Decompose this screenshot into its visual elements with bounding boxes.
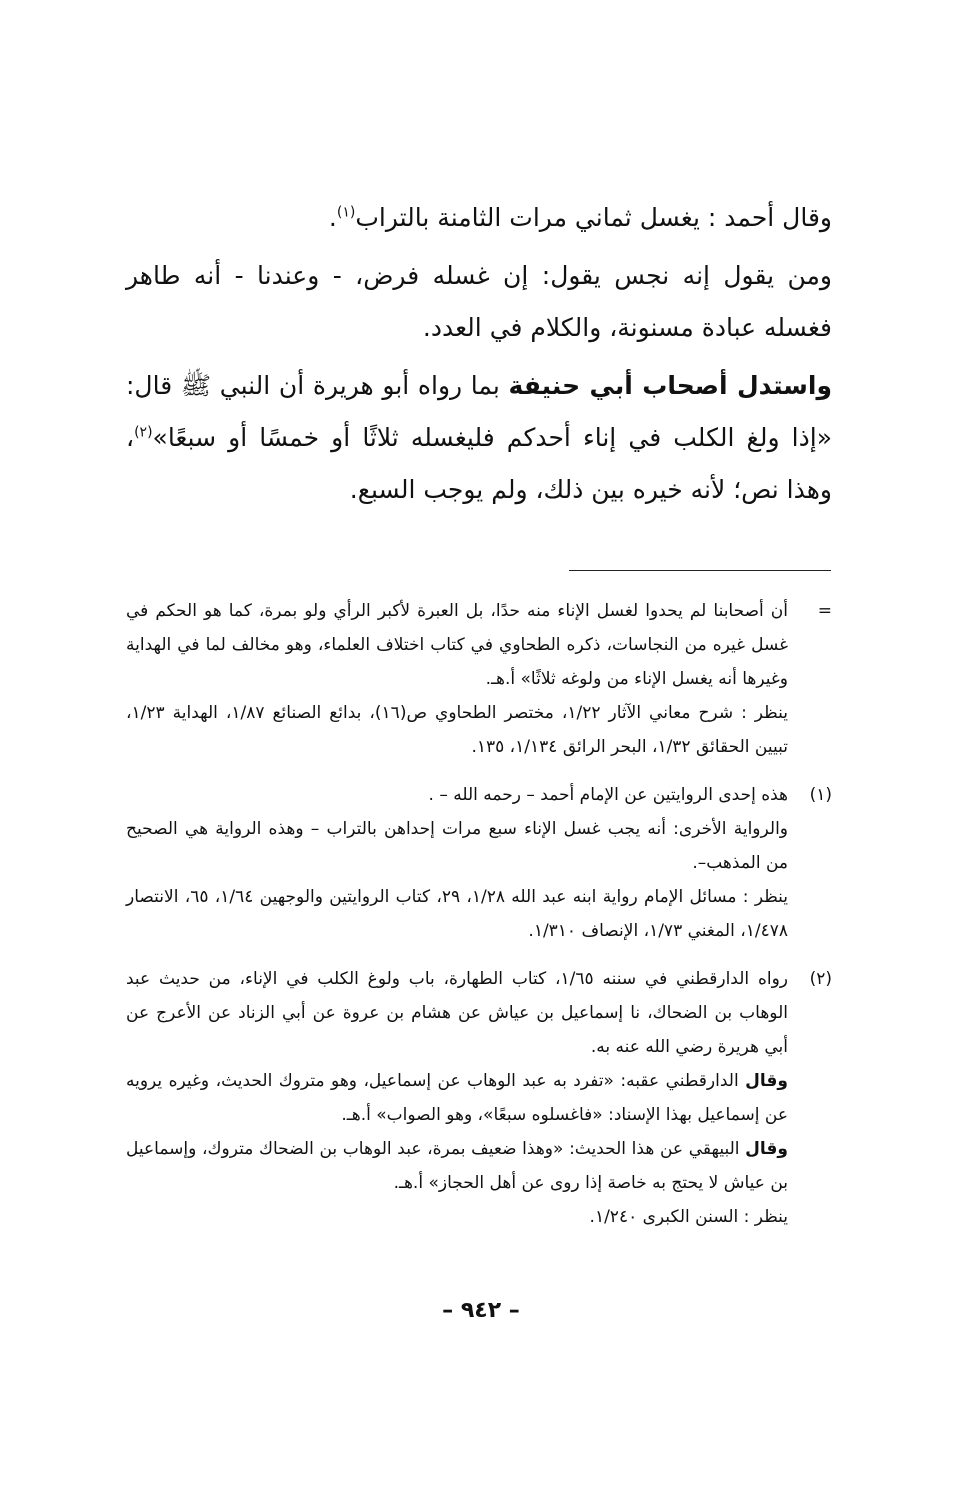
footnote-line: رواه الدارقطني في سننه ١/٦٥، كتاب الطهارة، باب ولوغ الكلب في الإناء، من حديث عبد الوهاب بن الضحاك، نا إسماعيل بن عياش عن هشام بن عروة عن أبي الزناد عن الأعرج عن أبي هريرة رضي الله عنه به. bbox=[126, 969, 788, 1057]
footnote-line: ينظر : شرح معاني الآثار ١/٢٢، مختصر الطحاوي ص(١٦)، بدائع الصنائع ١/٨٧، الهداية ١/٢٣، تبيين الحقائق ١/٣٢، البحر الرائق ١/١٣٤، ١٣٥. bbox=[126, 703, 788, 757]
page-number: – ٩٤٢ – bbox=[442, 1298, 520, 1323]
footnote-line: وقال البيهقي عن هذا الحديث: «وهذا ضعيف بمرة، عبد الوهاب بن الضحاك متروك، وإسماعيل بن عياش لا يحتج به خاصة إذا روى عن أهل الحجاز» أ.هـ. bbox=[126, 1139, 788, 1193]
footnotes bbox=[126, 594, 832, 1234]
footnote-line: والرواية الأخرى: أنه يجب غسل الإناء سبع مرات إحداهن بالتراب – وهذه الرواية هي الصحيح من المذهب–. bbox=[126, 819, 788, 873]
footnote-line: أن أصحابنا لم يحدوا لغسل الإناء منه حدًا، بل العبرة لأكبر الرأي ولو بمرة، كما هو الحكم في غسل غيره من النجاسات، ذكره الطحاوي في كتاب اختلاف العلماء، وهو مخالف لما في الهداية وغيرها أنه يغسل الإناء من ولوغه ثلاثًا» أ.هـ. bbox=[126, 601, 788, 689]
footnote-2 bbox=[126, 962, 832, 1234]
footnote-marker: (٢) bbox=[809, 969, 832, 989]
paragraph-3: واستدل أصحاب أبي حنيفة بما رواه أبو هريرة أن النبي ﷺ قال: «إذا ولغ الكلب في إناء أحدكم فليغسله ثلاثًا أو خمسًا أو سبعًا»$^{(٢)}$، وهذا نص؛ لأنه خيره بين ذلك، ولم يوجب السبع. bbox=[126, 371, 832, 504]
footnote-line: ينظر : مسائل الإمام رواية ابنه عبد الله ١/٢٨، ٢٩، كتاب الروايتين والوجهين ١/٦٤، ٦٥، الانتصار ١/٤٧٨، المغني ١/٧٣، الإنصاف ١/٣١٠. bbox=[126, 887, 789, 941]
footnote-line: هذه إحدى الروايتين عن الإمام أحمد – رحمه الله – . bbox=[428, 785, 788, 805]
paragraph-1: وقال أحمد : يغسل ثماني مرات الثامنة بالتراب$^{(١)}$. bbox=[328, 203, 832, 232]
footnote-line: وقال الدارقطني عقبه: «تفرد به عبد الوهاب عن إسماعيل، وهو متروك الحديث، وغيره يرويه عن إسماعيل بهذا الإسناد: «فاغسلوه سبعًا»، وهو الصواب» أ.هـ. bbox=[126, 1071, 788, 1125]
footnote-marker: = bbox=[817, 601, 832, 621]
footnote-line: ينظر : السنن الكبرى ١/٢٤٠. bbox=[589, 1207, 788, 1227]
footnote-separator bbox=[569, 570, 831, 571]
main-text bbox=[126, 192, 832, 516]
footnote-continuation bbox=[126, 594, 832, 764]
footnote-ref-1[interactable]: (١) bbox=[336, 204, 356, 221]
paragraph-2: ومن يقول إنه نجس يقول: إن غسله فرض، - وعندنا - أنه طاهر فغسله عبادة مسنونة، والكلام في العدد. bbox=[126, 261, 832, 342]
footnote-ref-2[interactable]: (٢) bbox=[134, 424, 153, 441]
paragraph-3-lead: واستدل أصحاب أبي حنيفة bbox=[508, 371, 832, 400]
footnote-marker: (١) bbox=[809, 785, 832, 805]
footnote-1 bbox=[126, 778, 832, 948]
